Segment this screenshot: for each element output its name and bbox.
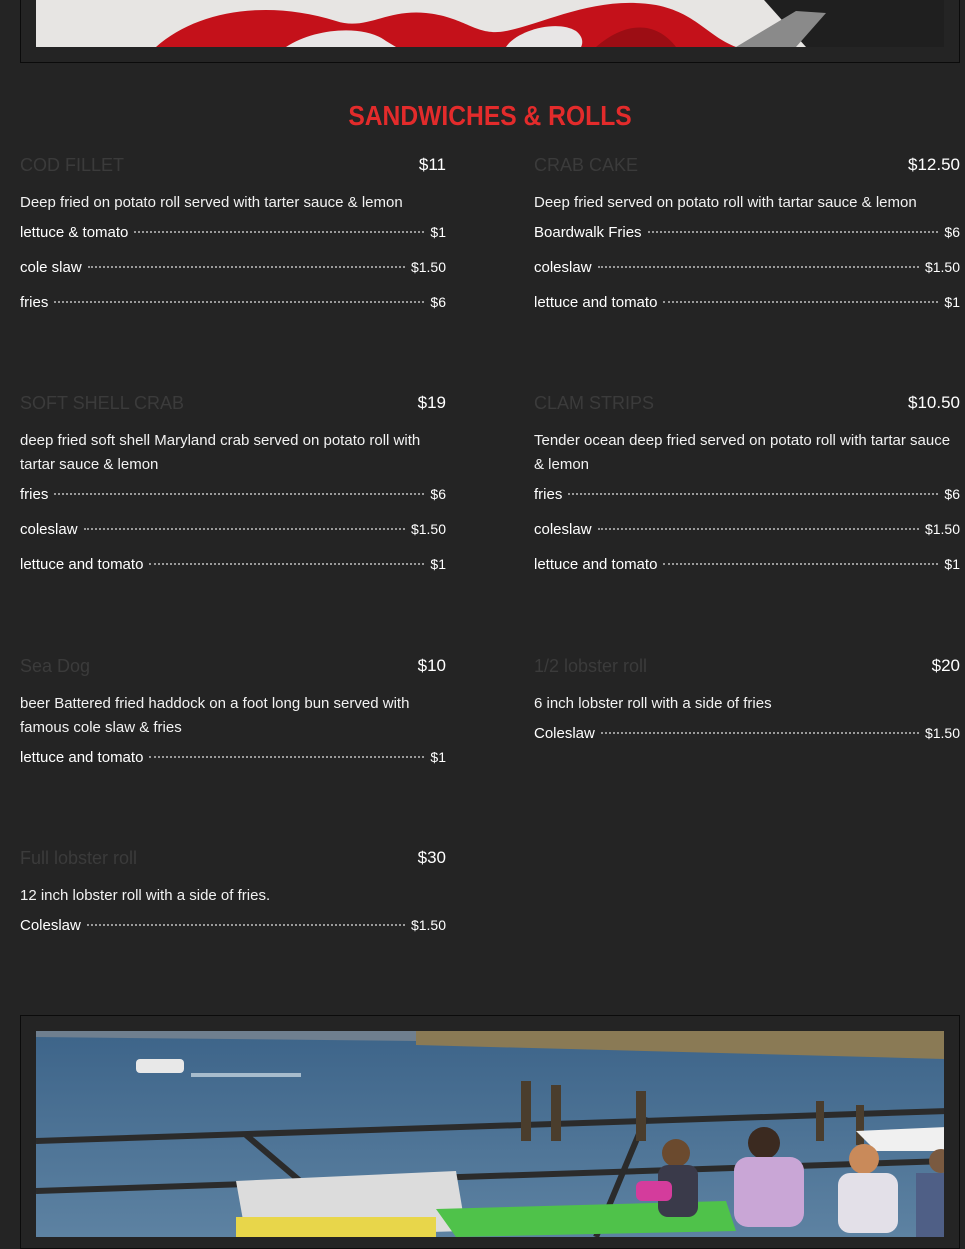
extra-option: [534, 521, 960, 556]
extra-option: [20, 294, 446, 329]
extra-option: [20, 556, 446, 591]
item-name: Sea Dog: [20, 656, 91, 676]
waterfront-deck-photo: [36, 1031, 944, 1237]
item-price: $20: [931, 656, 960, 675]
extra-price: $6: [944, 486, 960, 502]
top-photo-frame: [20, 0, 960, 63]
extra-name: lettuce and tomato: [20, 749, 144, 766]
extras-list: [20, 749, 446, 784]
item-description: Deep fried on potato roll served with tarter sauce & lemon: [20, 194, 403, 211]
extra-price: $6: [430, 486, 446, 502]
extra-option: [20, 259, 446, 294]
extra-option: [534, 486, 960, 521]
extra-name: cole slaw: [20, 259, 82, 276]
extra-price: $1.50: [924, 259, 960, 275]
item-name: CLAM STRIPS: [534, 393, 655, 413]
item-name: 1/2 lobster roll: [534, 656, 648, 676]
extra-option: [534, 259, 960, 294]
dot-leader: [84, 528, 405, 530]
menu-item-full-lobster-roll: [20, 848, 446, 952]
lobster-sign-photo: [36, 0, 944, 47]
menu-item-half-lobster-roll: [534, 656, 960, 760]
menu-item-crab-cake: [534, 155, 960, 329]
extra-price: $1: [944, 556, 960, 572]
item-price: $11: [418, 155, 446, 174]
extra-name: lettuce and tomato: [534, 556, 658, 573]
menu-item-cod-fillet: [20, 155, 446, 329]
item-price: $19: [417, 393, 446, 412]
bottom-photo-frame: [20, 1015, 960, 1249]
extra-name: coleslaw: [20, 521, 78, 538]
menu-item-sea-dog: [20, 656, 446, 784]
dot-leader: [54, 301, 424, 303]
extra-price: $1.50: [410, 917, 446, 933]
extra-option: [20, 917, 446, 952]
dot-leader: [149, 563, 424, 565]
extra-name: fries: [20, 294, 49, 311]
extras-list: [20, 917, 446, 952]
extras-list: [534, 224, 960, 329]
extra-name: Coleslaw: [534, 725, 595, 742]
dot-leader: [648, 231, 939, 233]
item-price: $12.50: [908, 155, 960, 174]
extra-name: Coleslaw: [20, 917, 81, 934]
extras-list: [534, 725, 960, 760]
item-description: 12 inch lobster roll with a side of fries.: [20, 887, 271, 904]
extras-list: [534, 486, 960, 591]
extra-price: $1.50: [924, 521, 960, 537]
extra-price: $1.50: [410, 259, 446, 275]
extra-option: [534, 294, 960, 329]
dot-leader: [598, 528, 919, 530]
extras-list: [20, 486, 446, 591]
item-description: Tender ocean deep fried served on potato roll with tartar sauce & lemon: [534, 432, 951, 473]
extra-option: [20, 521, 446, 556]
item-description: deep fried soft shell Maryland crab served on potato roll with tartar sauce & lemon: [20, 432, 421, 473]
extra-option: [20, 749, 446, 784]
extra-option: [534, 224, 960, 259]
dot-leader: [568, 493, 938, 495]
item-name: COD FILLET: [20, 155, 125, 175]
extra-name: Boardwalk Fries: [534, 224, 642, 241]
extra-option: [534, 556, 960, 591]
extra-name: fries: [534, 486, 563, 503]
dot-leader: [87, 924, 405, 926]
item-name: Full lobster roll: [20, 848, 138, 868]
extras-list: [20, 224, 446, 329]
extra-price: $6: [944, 224, 960, 240]
menu-item-soft-shell-crab: [20, 393, 446, 591]
section-title: SANDWICHES & ROLLS: [348, 100, 632, 131]
extra-name: coleslaw: [534, 521, 592, 538]
extra-price: $1: [430, 749, 446, 765]
extra-name: fries: [20, 486, 49, 503]
extra-name: lettuce and tomato: [534, 294, 658, 311]
dot-leader: [88, 266, 405, 268]
extra-option: [20, 224, 446, 259]
item-name: CRAB CAKE: [534, 155, 639, 175]
item-price: $30: [417, 848, 446, 867]
extra-option: [20, 486, 446, 521]
dot-leader: [598, 266, 919, 268]
item-description: Deep fried served on potato roll with tartar sauce & lemon: [534, 194, 917, 211]
item-name: SOFT SHELL CRAB: [20, 393, 185, 413]
extra-price: $1: [944, 294, 960, 310]
item-description: beer Battered fried haddock on a foot long bun served with famous cole slaw & fries: [20, 695, 410, 736]
extra-price: $1.50: [410, 521, 446, 537]
extra-name: coleslaw: [534, 259, 592, 276]
item-price: $10.50: [908, 393, 960, 412]
dot-leader: [149, 756, 424, 758]
extra-name: lettuce and tomato: [20, 556, 144, 573]
extra-price: $1: [430, 556, 446, 572]
menu-item-clam-strips: [534, 393, 960, 591]
dot-leader: [663, 301, 938, 303]
extra-price: $1: [430, 224, 446, 240]
dot-leader: [54, 493, 424, 495]
extra-name: lettuce & tomato: [20, 224, 129, 241]
dot-leader: [663, 563, 938, 565]
item-price: $10: [417, 656, 446, 675]
extra-option: [534, 725, 960, 760]
dot-leader: [601, 732, 919, 734]
extra-price: $1.50: [924, 725, 960, 741]
dot-leader: [134, 231, 424, 233]
item-description: 6 inch lobster roll with a side of fries: [534, 695, 772, 712]
extra-price: $6: [430, 294, 446, 310]
